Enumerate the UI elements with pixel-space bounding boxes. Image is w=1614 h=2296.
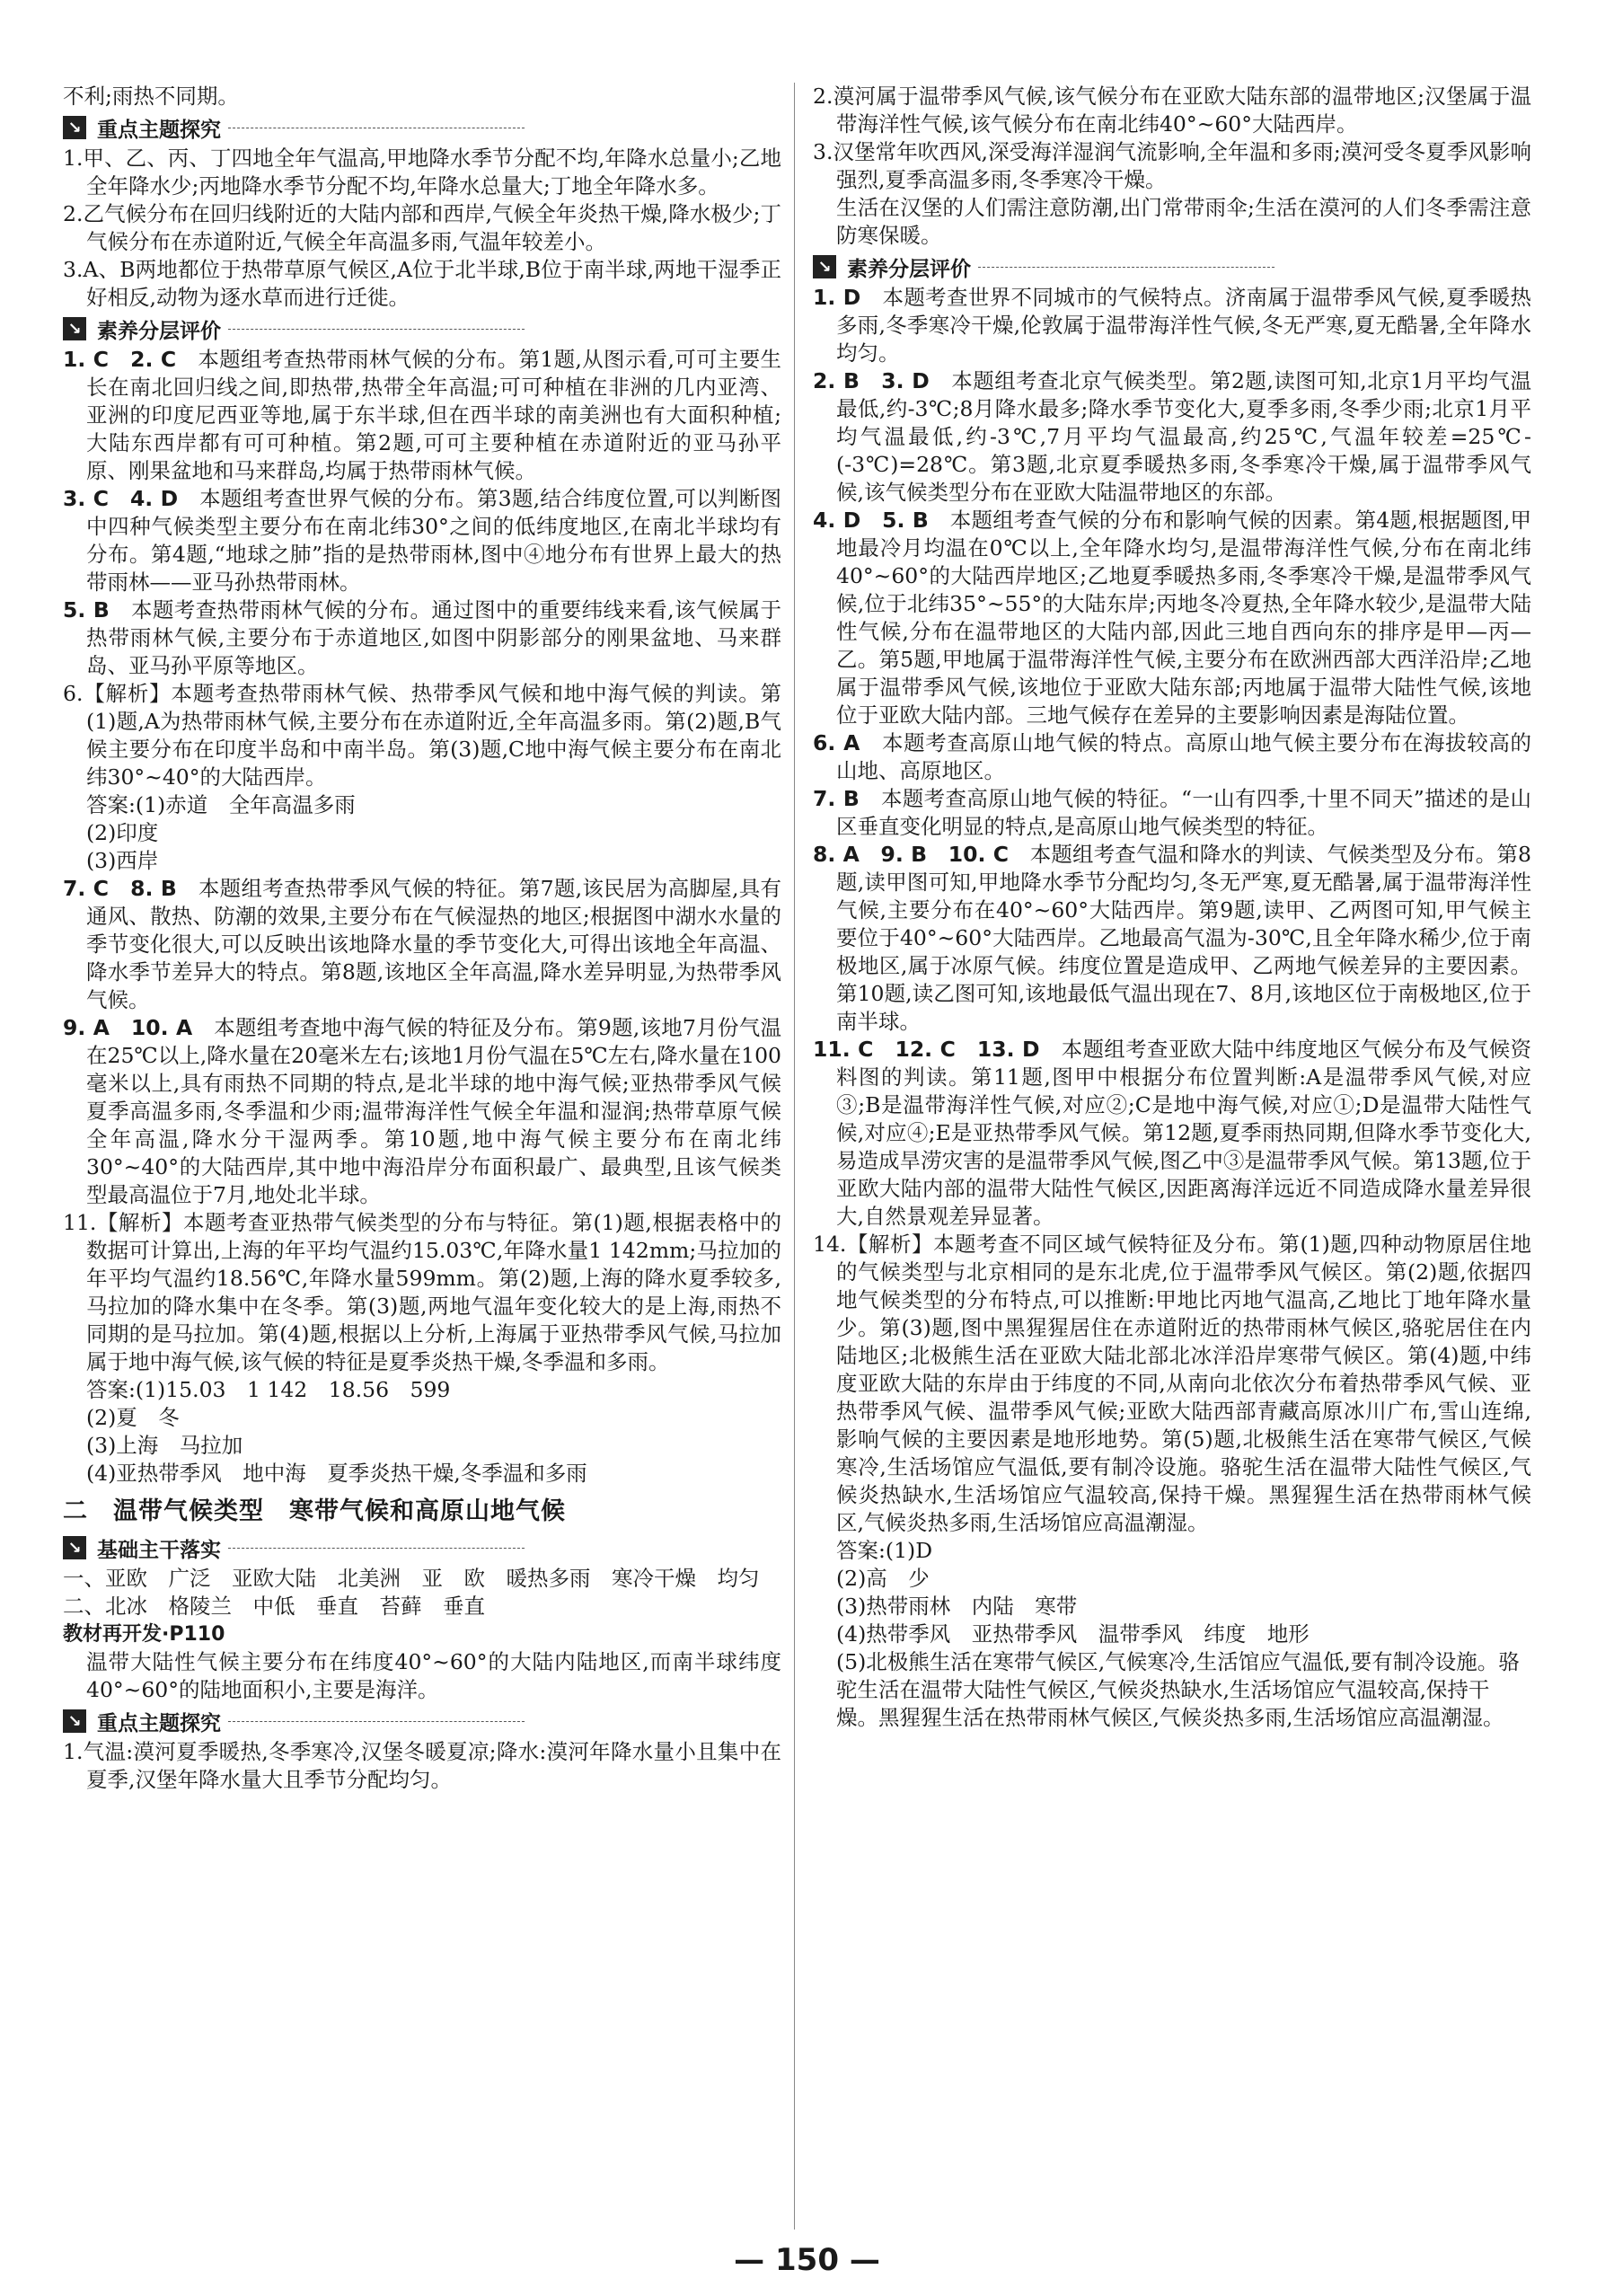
answer-item: 3.A、B两地都位于热带草原气候区,A位于北半球,B位于南半球,两地干湿季正好相反,动物为逐水草而进行迁徙。: [63, 257, 781, 310]
answer-key: 2. B 3. D: [813, 368, 930, 393]
answer-line: 答案:(1)赤道 全年高温多雨: [86, 792, 356, 817]
answer-item: 3. C 4. D 本题组考查世界气候的分布。第3题,结合纬度位置,可以判断图中四种气候类型主要分布在南北纬30°之间的低纬度地区,在南北半球均有分布。第4题,“地球之肺”指的是热带雨林,图中④地分布有世界上最大的热带雨林——亚马孙热带雨林。: [63, 486, 781, 595]
answer-item: 5. B 本题考查热带雨林气候的分布。通过图中的重要纬线来看,该气候属于热带雨林气候,主要分布于赤道地区,如图中阴影部分的刚果盆地、马来群岛、亚马孙平原等地区。: [63, 597, 782, 678]
answer-item: 二、北冰 格陵兰 中低 垂直 苔藓 垂直: [63, 1594, 485, 1619]
answer-key: 9. A 10. A: [63, 1015, 193, 1040]
answer-item: 6. A 本题考查高原山地气候的特点。高原山地气候主要分布在海拔较高的山地、高原地区。: [813, 730, 1532, 783]
answer-line: (4)亚热带季风 地中海 夏季炎热干燥,冬季温和多雨: [86, 1461, 587, 1486]
page-number: — 150 —: [734, 2242, 880, 2278]
answer-item: 11. C 12. C 13. D 本题组考查亚欧大陆中纬度地区气候分布及气候资料图的判读。第11题,图甲中根据分布位置判断:A是温带季风气候,对应③;B是温带海洋性气候,对应②;C是地中海气候,对应①;D是温带大陆性气候,对应④;E是亚热带季风气候。第12题,夏季雨热同期,但降水季节变化大,易造成旱涝灾害的是温带季风气候,图乙中③是温带季风气候。第13题,位于亚欧大陆内部的温带大陆性气候区,因距离海洋远近不同造成降水量差异很大,自然景观差异显著。: [813, 1037, 1532, 1229]
answer-line: (3)西岸: [86, 848, 159, 873]
arrow-icon: ↘: [63, 1536, 86, 1559]
textbook-heading: 教材再开发·P110: [63, 1623, 225, 1646]
answer-line: (3)热带雨林 内陆 寒带: [836, 1594, 1078, 1619]
right-column: [813, 83, 1531, 1732]
dashed-rule: [978, 267, 1274, 268]
answer-item: 1.甲、乙、丙、丁四地全年气温高,甲地降水季节分配不均,年降水总量小;乙地全年降水少;丙地降水季节分配不均,年降水总量大;丁地全年降水多。: [63, 146, 781, 199]
textbook-answer: 温带大陆性气候主要分布在纬度40°~60°的大陆内陆地区,而南半球纬度40°~60°的陆地面积小,主要是海洋。: [86, 1649, 781, 1702]
answer-item: 8. A 9. B 10. C 本题组考查气温和降水的判读、气候类型及分布。第8题,读甲图可知,甲地降水季节分配均匀,冬无严寒,夏无酷暑,属于温带海洋性气候,主要分布在40°~60°大陆西岸。第9题,读甲、乙两图可知,甲气候主要位于40°~60°大陆西岸。乙地最高气温为-30℃,且全年降水稀少,位于南极地区,属于冰原气候。纬度位置是造成甲、乙两地气候差异的主要因素。第10题,读乙图可知,该地最低气温出现在7、8月,该地区位于南极地区,位于南半球。: [813, 842, 1532, 1034]
answer-key: 7. B: [813, 786, 860, 811]
answer-key: 8. A 9. B 10. C: [813, 842, 1009, 867]
answer-line: (2)夏 冬: [86, 1405, 180, 1430]
answer-item: 14.【解析】本题考查不同区域气候特征及分布。第(1)题,四种动物原居住地的气候类型与北京相同的是东北虎,位于温带季风气候区。第(2)题,依据四地气候类型的分布特点,可以推断:甲地比丙地气温高,乙地比丁地年降水量少。第(3)题,图中黑猩猩居住在赤道附近的热带雨林气候区,骆驼居住在内陆地区;北极熊生活在亚欧大陆北部北冰洋沿岸寒带气候区。第(4)题,中纬度亚欧大陆的东岸由于纬度的不同,从南向北依次分布着热带季风气候、亚热带季风气候、温带季风气候;亚欧大陆西部青藏高原冰川广布,雪山连绵,影响气候的主要因素是地形地势。第(5)题,北极熊生活在寒带气候区,气候寒冷,生活场馆应气温低,要有制冷设施。骆驼生活在温带大陆性气候区,气候炎热缺水,生活场馆应气温较高,保持干燥。黑猩猩生活在热带雨林气候区,气候炎热多雨,生活场馆应高温潮湿。: [813, 1232, 1531, 1535]
answer-key: 11. C 12. C 13. D: [813, 1037, 1040, 1062]
lesson-title: 二 温带气候类型 寒带气候和高原山地气候: [63, 1497, 566, 1525]
column-divider: [794, 83, 795, 2230]
answer-line: 答案:(1)D: [836, 1538, 933, 1563]
answer-item: 生活在汉堡的人们需注意防潮,出门常带雨伞;生活在漠河的人们冬季需注意防寒保暖。: [836, 195, 1531, 248]
arrow-icon: ↘: [63, 1709, 86, 1733]
section-heading: ↘ 素养分层评价: [813, 252, 1531, 281]
answer-line: 答案:(1)15.03 1 142 18.56 599: [86, 1377, 451, 1402]
answer-item: 7. B 本题考查高原山地气候的特征。“一山有四季,十里不同天”描述的是山区垂直变化明显的特点,是高原山地气候类型的特征。: [813, 786, 1532, 839]
answer-item: 1.气温:漠河夏季暖热,冬季寒冷,汉堡冬暖夏凉;降水:漠河年降水量小且集中在夏季,汉堡年降水量大且季节分配均匀。: [63, 1739, 781, 1792]
answer-item: 2. B 3. D 本题组考查北京气候类型。第2题,读图可知,北京1月平均气温最低,约-3℃;8月降水最多;降水季节变化大,夏季多雨,冬季少雨;北京1月平均气温最低,约-3℃,7月平均气温最高,约25℃,气温年较差=25℃-(-3℃)=28℃。第3题,北京夏季暖热多雨,冬季寒冷干燥,属于温带季风气候,该气候类型分布在亚欧大陆温带地区的东部。: [813, 368, 1532, 505]
answer-item: 4. D 5. B 本题组考查气候的分布和影响气候的因素。第4题,根据题图,甲地最冷月均温在0℃以上,全年降水均匀,是温带海洋性气候,分布在南北纬40°~60°的大陆西岸地区;乙地夏季暖热多雨,冬季寒冷干燥,是温带季风气候,位于北纬35°~55°的大陆东岸;丙地冬冷夏热,全年降水较少,是温带大陆性气候,分布在温带地区的大陆内部,因此三地自西向东的排序是甲—丙—乙。第5题,甲地属于温带海洋性气候,主要分布在欧洲西部大西洋沿岸;乙地属于温带季风气候,该地位于亚欧大陆东部;丙地属于温带大陆性气候,该地位于亚欧大陆内部。三地气候存在差异的主要影响因素是海陆位置。: [813, 508, 1532, 728]
answer-key: 7. C 8. B: [63, 876, 177, 901]
dashed-rule: [228, 1721, 525, 1722]
section-heading: ↘ 重点主题探究: [63, 113, 781, 142]
answer-item: 一、亚欧 广泛 亚欧大陆 北美洲 亚 欧 暖热多雨 寒冷干燥 均匀: [63, 1566, 760, 1591]
answer-line: (2)印度: [86, 820, 159, 845]
answer-key: 1. D: [813, 285, 861, 310]
answer-item: 9. A 10. A 本题组考查地中海气候的特征及分布。第9题,该地7月份气温在25℃以上,降水量在20毫米左右;该地1月份气温在5℃左右,降水量在100毫米以上,具有雨热不同期的特点,是北半球的地中海气候;亚热带季风气候夏季高温多雨,冬季温和少雨;温带海洋性气候全年温和湿润;热带草原气候全年高温,降水分干湿两季。第10题,地中海气候主要分布在南北纬30°~40°的大陆西岸,其中地中海沿岸分布面积最广、最典型,且该气候类型最高温位于7月,地处北半球。: [63, 1015, 782, 1207]
section-heading: ↘ 基础主干落实: [63, 1533, 781, 1562]
answer-key: 3. C 4. D: [63, 486, 179, 511]
answer-item: 2.乙气候分布在回归线附近的大陆内部和西岸,气候全年炎热干燥,降水极少;丁气候分布在赤道附近,气候全年高温多雨,气温年较差小。: [63, 201, 781, 254]
answer-key: 5. B: [63, 597, 110, 623]
answer-item: 1. D 本题考查世界不同城市的气候特点。济南属于温带季风气候,夏季暖热多雨,冬季寒冷干燥,伦敦属于温带海洋性气候,冬无严寒,夏无酷暑,全年降水均匀。: [813, 285, 1531, 366]
section-heading: ↘ 重点主题探究: [63, 1707, 781, 1735]
dashed-rule: [228, 1548, 525, 1549]
left-column: [63, 83, 781, 1794]
answer-item: 11.【解析】本题考查亚热带气候类型的分布与特征。第(1)题,根据表格中的数据可计算出,上海的年平均气温约15.03℃,年降水量1 142mm;马拉加的年平均气温约18.56℃,年降水量599mm。第(2)题,上海的降水夏季较多,马拉加的降水集中在冬季。第(3)题,两地气温年变化较大的是上海,雨热不同期的是马拉加。第(4)题,根据以上分析,上海属于亚热带季风气候,马拉加属于地中海气候,该气候的特征是夏季炎热干燥,冬季温和多雨。: [63, 1210, 781, 1374]
arrow-icon: ↘: [63, 116, 86, 139]
arrow-icon: ↘: [63, 317, 86, 340]
answer-line: (5)北极熊生活在寒带气候区,气候寒冷,生活馆应气温低,要有制冷设施。骆驼生活在温带大陆性气候区,气候炎热缺水,生活场馆应气温较高,保持干燥。黑猩猩生活在热带雨林气候区,气候炎热多雨,生活场馆应高温潮湿。: [836, 1649, 1520, 1730]
answer-item: 2.漠河属于温带季风气候,该气候分布在亚欧大陆东部的温带地区;汉堡属于温带海洋性气候,该气候分布在南北纬40°~60°大陆西岸。: [813, 84, 1531, 137]
answer-line: (3)上海 马拉加: [86, 1433, 243, 1458]
answer-key: 4. D 5. B: [813, 508, 929, 533]
answer-line: (4)热带季风 亚热带季风 温带季风 纬度 地形: [836, 1621, 1310, 1647]
arrow-icon: ↘: [813, 255, 836, 278]
answer-key: 6. A: [813, 730, 860, 755]
dashed-rule: [228, 329, 525, 330]
text-line: 不利;雨热不同期。: [63, 84, 239, 109]
answer-item: 3.汉堡常年吹西风,深受海洋湿润气流影响,全年温和多雨;漠河受冬夏季风影响强烈,夏季高温多雨,冬季寒冷干燥。: [813, 139, 1531, 192]
answer-line: (2)高 少: [836, 1566, 930, 1591]
answer-item: 7. C 8. B 本题组考查热带季风气候的特征。第7题,该民居为高脚屋,具有通风、散热、防潮的效果,主要分布在气候湿热的地区;根据图中湖水水量的季节变化很大,可以反映出该地降水量的季节变化大,可得出该地全年高温、降水季节差异大的特点。第8题,该地区全年高温,降水差异明显,为热带季风气候。: [63, 876, 782, 1012]
answer-item: 1. C 2. C 本题组考查热带雨林气候的分布。第1题,从图示看,可可主要生长在南北回归线之间,即热带,热带全年高温;可可种植在非洲的几内亚湾、亚洲的印度尼西亚等地,属于东半球,但在西半球的南美洲也有大面积种植;大陆东西岸都有可可种植。第2题,可可主要种植在赤道附近的亚马孙平原、刚果盆地和马来群岛,均属于热带雨林气候。: [63, 347, 782, 483]
answer-key: 1. C 2. C: [63, 347, 177, 372]
answer-item: 6.【解析】本题考查热带雨林气候、热带季风气候和地中海气候的判读。第(1)题,A为热带雨林气候,主要分布在赤道附近,全年高温多雨。第(2)题,B气候主要分布在印度半岛和中南半岛。第(3)题,C地中海气候主要分布在南北纬30°~40°的大陆西岸。: [63, 681, 781, 790]
section-heading: ↘ 素养分层评价: [63, 314, 781, 343]
